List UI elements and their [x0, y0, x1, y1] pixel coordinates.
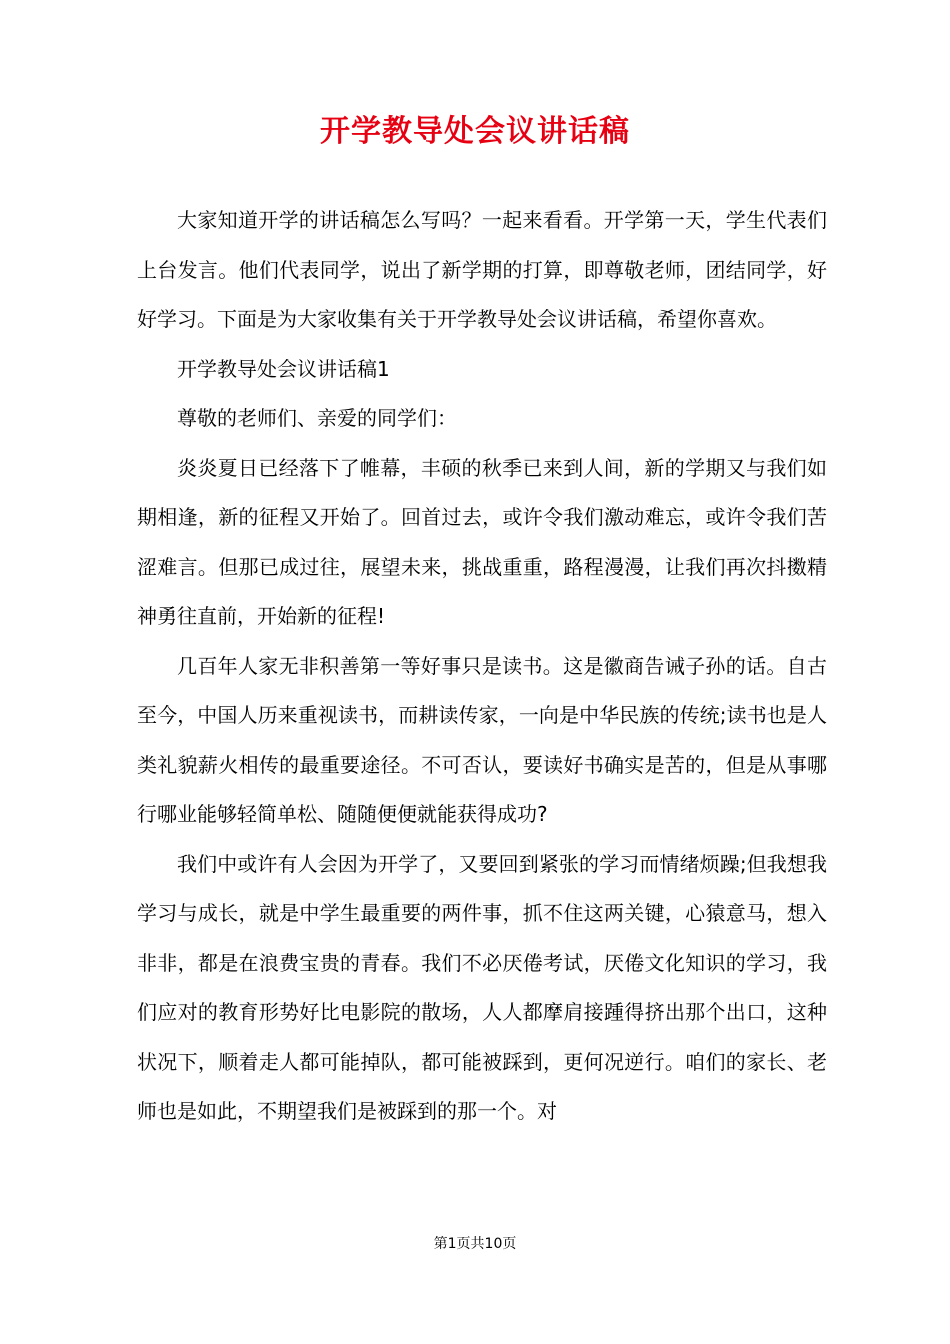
document-body [137, 196, 827, 1137]
body-paragraph: 炎炎夏日已经落下了帷幕，丰硕的秋季已来到人间，新的学期又与我们如期相逢，新的征程又开始了。回首过去，或许令我们激动难忘，或许令我们苦涩难言。但那已成过往，展望未来，挑战重重，路程漫漫，让我们再次抖擞精神勇往直前，开始新的征程! [137, 455, 827, 628]
section-heading: 开学教导处会议讲话稿1 [177, 356, 390, 381]
salutation: 尊敬的老师们、亲爱的同学们： [177, 406, 457, 430]
body-paragraph: 我们中或许有人会因为开学了，又要回到紧张的学习而情绪烦躁;但我想我学习与成长，就是中学生最重要的两件事，抓不住这两关键，心猿意马，想入非非，都是在浪费宝贵的青春。我们不必厌倦考试，厌倦文化知识的学习，我们应对的教育形势好比电影院的散场，人人都摩肩接踵得挤出那个出口，这种状况下，顺着走人都可能掉队，都可能被踩到，更何况逆行。咱们的家长、老师也是如此，不期望我们是被踩到的那一个。对 [137, 851, 827, 1123]
intro-paragraph: 大家知道开学的讲话稿怎么写吗？一起来看看。开学第一天，学生代表们上台发言。他们代表同学，说出了新学期的打算，即尊敬老师，团结同学，好好学习。下面是为大家收集有关于开学教导处会议讲话稿，希望你喜欢。 [137, 208, 827, 331]
body-paragraph: 几百年人家无非积善第一等好事只是读书。这是徽商告诫子孙的话。自古至今，中国人历来重视读书，而耕读传家，一向是中华民族的传统;读书也是人类礼貌薪火相传的最重要途径。不可否认，要读好书确实是苦的，但是从事哪行哪业能够轻简单松、随随便便就能获得成功? [137, 653, 827, 826]
page-footer: 第1页共10页 [433, 1236, 517, 1252]
document-title: 开学教导处会议讲话稿 [320, 114, 630, 149]
